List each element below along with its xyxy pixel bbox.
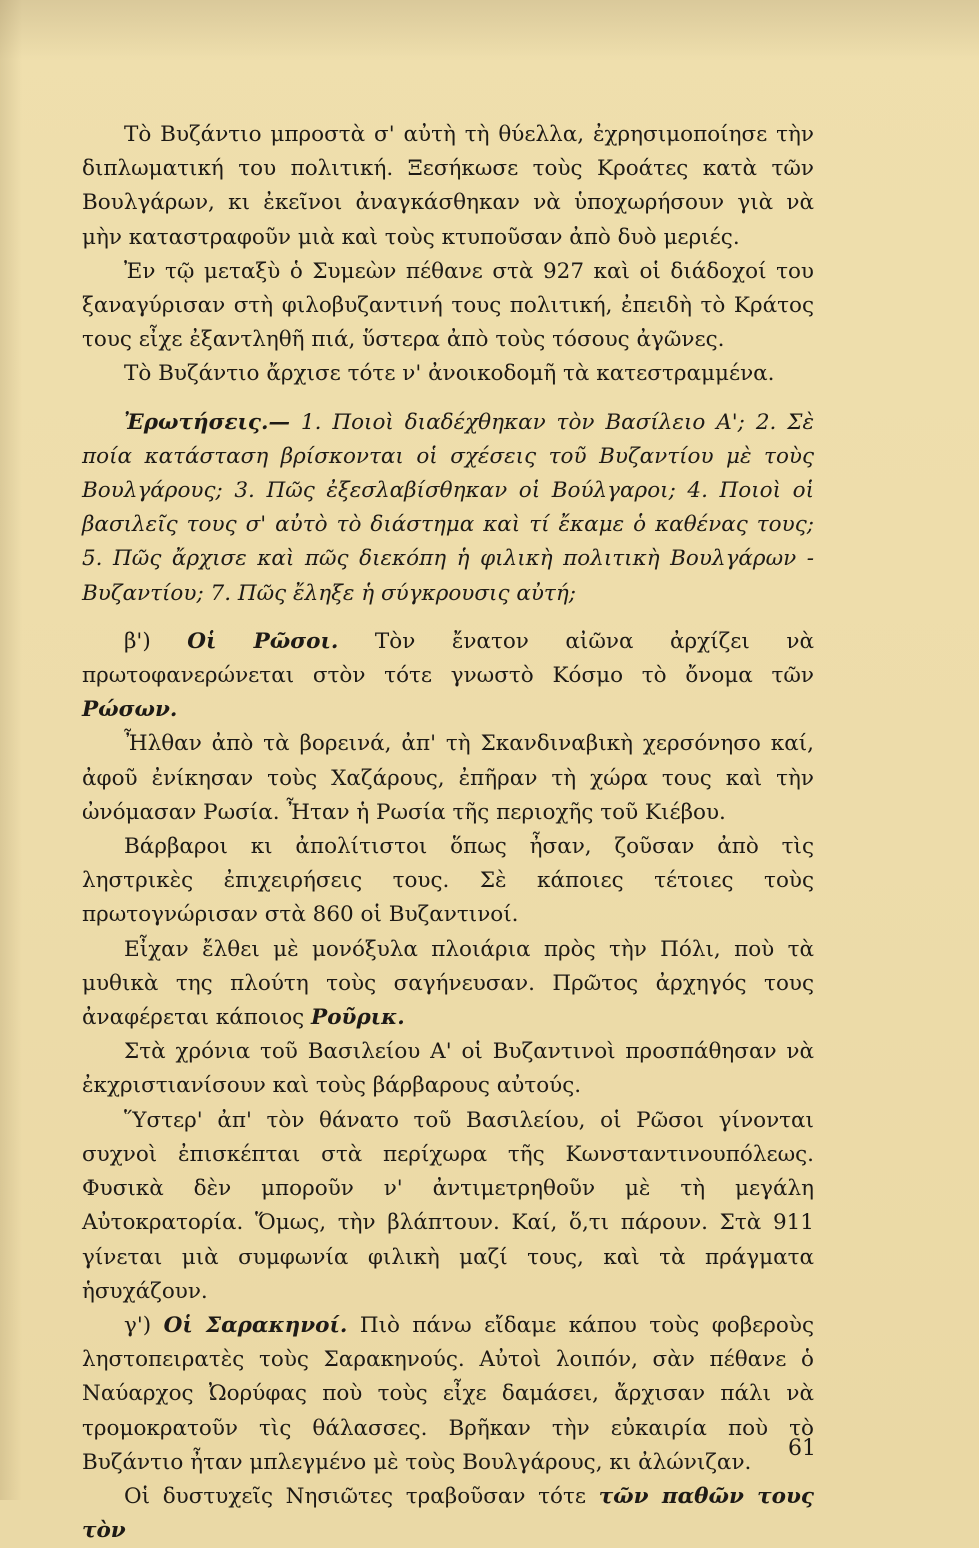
section-lead: Πιὸ πάνω εἴδαμε κάπου τοὺς φοβεροὺς ληστοπειρατὲς τοὺς Σαρακηνούς. Αὐτοὶ λοιπόν, σὰν πέθανε ὁ Ναύαρχος Ὠορύφας ποὺ τοὺς εἶχε δαμάσει, ἄρχισαν πάλι νὰ τρομοκρατοῦν τὶς θάλασσες. Βρῆκαν τὴν εὐκαιρία ποὺ τὸ Βυζάντιο ἦταν μπλεγμένο μὲ τοὺς Βουλγάρους, κι ἀλώνιζαν. (82, 1312, 814, 1475)
paragraph: Ὕστερ' ἀπ' τὸν θάνατο τοῦ Βασιλείου, οἱ Ρῶσοι γίνονται συχνοὶ ἐπισκέπται στὰ περίχωρα τῆς Κωνσταντινουπόλεως. Φυσικὰ δὲν μποροῦν ν' ἀντιμετρηθοῦν μὲ τὴ μεγάλη Αὐτοκρατορία. Ὅμως, τὴν βλάπτουν. Καί, ὅ,τι πάρουν. Στὰ 911 γίνεται μιὰ συμφωνία φιλικὴ μαζί τους, καὶ τὰ πράγματα ἡσυχάζουν. (82, 1107, 814, 1304)
paragraph: Στὰ χρόνια τοῦ Βασιλείου Α' οἱ Βυζαντινοὶ προσπάθησαν νὰ ἐκχριστιανίσουν καὶ τοὺς βάρβαρους αὐτούς. (82, 1039, 814, 1099)
section-lead: Τὸν ἔνατον αἰῶνα ἀρχίζει νὰ πρωτοφανερώνεται στὸν τότε γνωστὸ Κόσμο τὸ ὄνομα τῶν (82, 628, 814, 689)
paragraph: Βάρβαροι κι ἀπολίτιστοι ὅπως ἦσαν, ζοῦσαν ἀπὸ τὶς ληστρικὲς ἐπιχειρήσεις τους. Σὲ κάποιες τέτοιες τοὺς πρωτογνώρισαν στὰ 860 οἱ Βυζαντινοί. (82, 834, 814, 928)
paragraph (82, 933, 814, 1036)
section-g (82, 1309, 814, 1480)
questions-heading: Ἐρωτήσεις.— (124, 409, 290, 435)
body-text (82, 118, 814, 1548)
emphasis-word: Ροῦρικ. (311, 1005, 405, 1031)
emphasis-word: Ρώσων. (82, 697, 178, 723)
section-title: Οἱ Ρῶσοι. (187, 628, 339, 654)
page-edge-shadow (0, 0, 22, 1500)
section-label: β') (124, 628, 151, 654)
emphasis-word: τῶν παθῶν τους τὸν (82, 1483, 814, 1544)
paragraph: Ἦλθαν ἀπὸ τὰ βορεινά, ἀπ' τὴ Σκανδιναβικὴ χερσόνησο καί, ἀφοῦ ἐνίκησαν τοὺς Χαζάρους, ἐπῆραν τὴ χώρα τους καὶ τὴν ὠνόμασαν Ρωσία. Ἦταν ἡ Ρωσία τῆς περιοχῆς τοῦ Κιέβου. (82, 731, 814, 825)
page-number: 61 (788, 1436, 816, 1461)
paragraph: Τὸ Βυζάντιο μπροστὰ σ' αὐτὴ τὴ θύελλα, ἐχρησιμοποίησε τὴν διπλωματική του πολιτική. Ξεσήκωσε τοὺς Κροάτες κατὰ τῶν Βουλγάρων, κι ἐκεῖνοι ἀναγκάσθηκαν νὰ ὑποχωρήσουν γιὰ νὰ μὴν καταστραφοῦν μιὰ καὶ τοὺς κτυποῦσαν ἀπὸ δυὸ μεριές. (82, 122, 814, 250)
section-b (82, 625, 814, 728)
paragraph (82, 1480, 814, 1548)
questions-text: 1. Ποιοὶ διαδέχθηκαν τὸν Βασίλειο Α'; 2. Σὲ ποία κατάσταση βρίσκονται οἱ σχέσεις τοῦ Βυζαντίου μὲ τοὺς Βουλγάρους; 3. Πῶς ἐξεσλαβίσθηκαν οἱ Βούλγαροι; 4. Ποιοὶ οἱ βασιλεῖς τους σ' αὐτὸ τὸ διάστημα καὶ τί ἔκαμε ὁ καθένας τους; 5. Πῶς ἄρχισε καὶ πῶς διεκόπη ἡ φιλικὴ πολιτικὴ Βουλγάρων - Βυζαντίου; 7. Πῶς ἔληξε ἡ σύγκρουσις αὐτή; (82, 409, 814, 606)
section-label: γ') (124, 1312, 152, 1338)
questions-block (82, 406, 814, 611)
paragraph-text: Εἶχαν ἔλθει μὲ μονόξυλα πλοιάρια πρὸς τὴν Πόλι, ποὺ τὰ μυθικὰ της πλούτη τοὺς σαγήνευσαν. Πρῶτος ἀρχηγός τους ἀναφέρεται κάποιος (82, 936, 814, 1031)
paragraph: Τὸ Βυζάντιο ἄρχισε τότε ν' ἀνοικοδομῆ τὰ κατεστραμμένα. (124, 361, 775, 387)
bleed-through-shadow (0, 0, 979, 60)
paragraph: Ἐν τῷ μεταξὺ ὁ Συμεὼν πέθανε στὰ 927 καὶ οἱ διάδοχοί του ξαναγύρισαν στὴ φιλοβυζαντινή τους πολιτική, ἐπειδὴ τὸ Κράτος τους εἶχε ἐξαντληθῆ πιά, ὕστερα ἀπὸ τοὺς τόσους ἀγῶνες. (82, 258, 814, 353)
paragraph-text: Οἱ δυστυχεῖς Νησιῶτες τραβοῦσαν τότε (124, 1483, 599, 1509)
section-title: Οἱ Σαρακηνοί. (163, 1312, 348, 1338)
